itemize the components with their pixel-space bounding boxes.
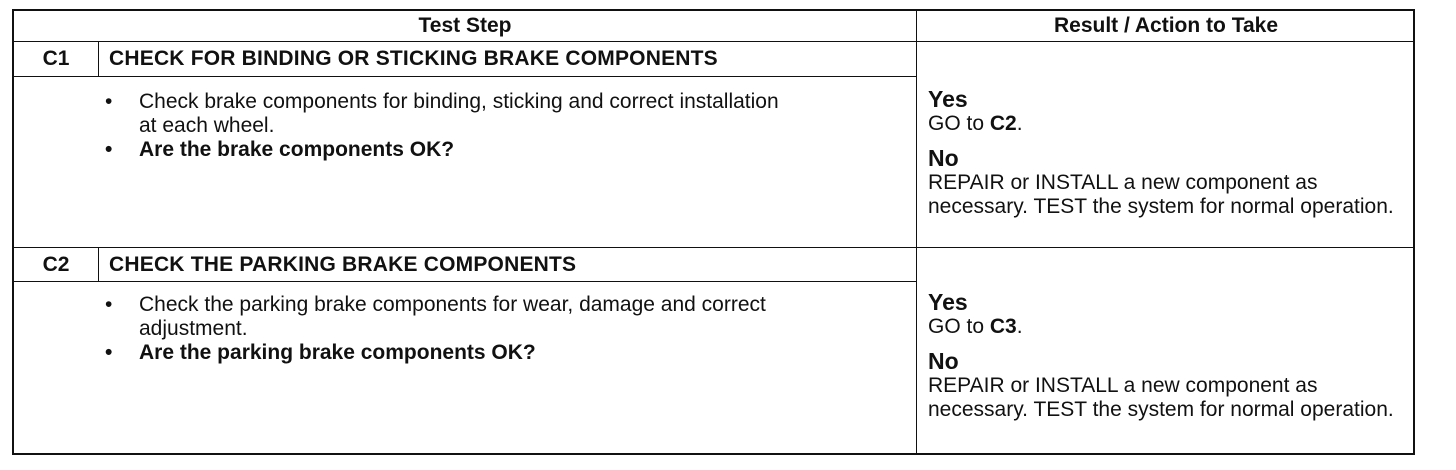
step-instructions — [99, 90, 799, 162]
no-label: No — [928, 145, 959, 171]
step-title: CHECK FOR BINDING OR STICKING BRAKE COMPONENTS — [109, 47, 718, 70]
yes-action-suffix: . — [1016, 315, 1023, 338]
yes-action-suffix: . — [1016, 112, 1023, 135]
column-divider — [916, 11, 917, 453]
diagnostic-table — [12, 9, 1415, 455]
header-test-step: Test Step — [418, 14, 512, 37]
no-action: REPAIR or INSTALL a new component as necessary. TEST the system for normal operation. — [928, 374, 1394, 421]
instruction-text: Check the parking brake components for wear, damage and correct adjustment. — [139, 293, 766, 340]
step-id: C2 — [42, 253, 70, 276]
step-c1-title-divider — [14, 76, 916, 77]
header-result-action: Result / Action to Take — [1053, 14, 1279, 37]
step-id: C1 — [42, 47, 70, 70]
step-instructions — [99, 293, 799, 365]
yes-action — [928, 315, 1408, 339]
step-c2-title-divider — [14, 281, 916, 282]
no-action: REPAIR or INSTALL a new component as necessary. TEST the system for normal operation. — [928, 171, 1394, 218]
yes-label: Yes — [928, 289, 968, 315]
yes-label: Yes — [928, 86, 968, 112]
yes-action-prefix: GO to — [928, 112, 990, 135]
step-title: CHECK THE PARKING BRAKE COMPONENTS — [109, 253, 577, 276]
no-label: No — [928, 348, 959, 374]
yes-action-target: C3 — [989, 315, 1017, 338]
step-result — [928, 86, 1408, 219]
yes-action — [928, 112, 1408, 136]
instruction-item — [99, 293, 799, 341]
yes-action-prefix: GO to — [928, 315, 990, 338]
bullet-icon: • — [105, 138, 113, 161]
question-text: Are the parking brake components OK? — [139, 341, 536, 364]
instruction-text: Check brake components for binding, sticking and correct installation at each wheel. — [139, 90, 779, 137]
question-item — [99, 138, 799, 162]
question-item — [99, 341, 799, 365]
question-text: Are the brake components OK? — [139, 138, 455, 161]
step-result — [928, 289, 1408, 422]
bullet-icon: • — [105, 90, 113, 113]
bullet-icon: • — [105, 341, 113, 364]
yes-action-target: C2 — [989, 112, 1017, 135]
instruction-item — [99, 90, 799, 138]
bullet-icon: • — [105, 293, 113, 316]
